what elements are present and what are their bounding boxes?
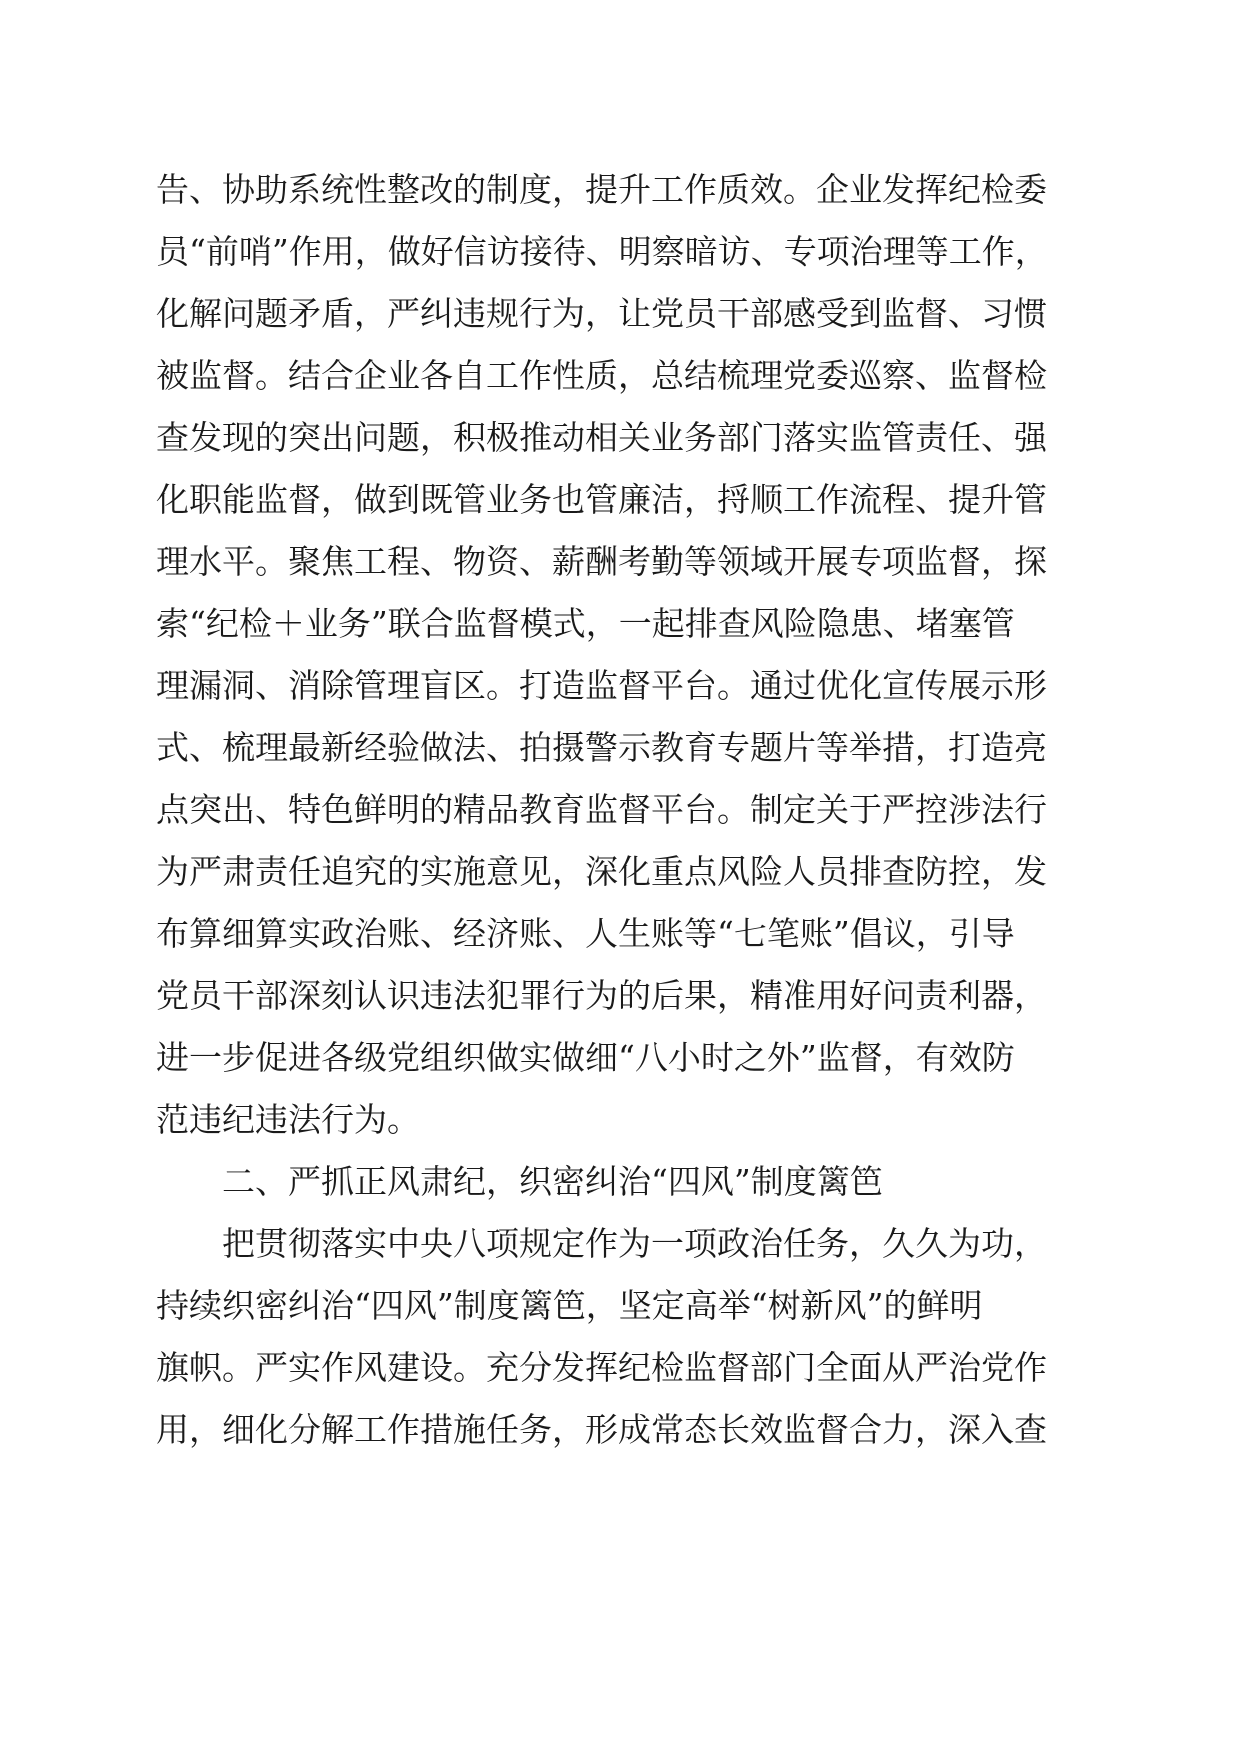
body-line: 查发现的突出问题，积极推动相关业务部门落实监管责任、强 — [156, 418, 1047, 457]
body-line: 索“纪检＋业务”联合监督模式，一起排查风险隐患、堵塞管 — [156, 604, 1015, 643]
body-line: 式、梳理最新经验做法、拍摄警示教育专题片等举措，打造亮 — [156, 728, 1047, 767]
body-line: 党员干部深刻认识违法犯罪行为的后果，精准用好问责利器， — [156, 976, 1047, 1015]
body-line: 理水平。聚焦工程、物资、薪酬考勤等领域开展专项监督，探 — [156, 542, 1047, 581]
body-line: 化职能监督，做到既管业务也管廉洁，捋顺工作流程、提升管 — [156, 480, 1047, 519]
body-line: 持续织密纠治“四风”制度篱笆，坚定高举“树新风”的鲜明 — [156, 1286, 983, 1325]
body-line: 为严肃责任追究的实施意见，深化重点风险人员排查防控，发 — [156, 852, 1047, 891]
body-line: 用，细化分解工作措施任务，形成常态长效监督合力，深入查 — [156, 1410, 1047, 1449]
body-line: 范违纪违法行为。 — [156, 1100, 420, 1139]
body-line: 理漏洞、消除管理盲区。打造监督平台。通过优化宣传展示形 — [156, 666, 1047, 705]
body-line: 被监督。结合企业各自工作性质，总结梳理党委巡察、监督检 — [156, 356, 1047, 395]
section-heading: 二、严抓正风肃纪，织密纠治“四风”制度篱笆 — [222, 1162, 883, 1201]
body-line: 员“前哨”作用，做好信访接待、明察暗访、专项治理等工作， — [156, 232, 1048, 271]
body-line: 旗帜。严实作风建设。充分发挥纪检监督部门全面从严治党作 — [156, 1348, 1047, 1387]
body-line: 把贯彻落实中央八项规定作为一项政治任务，久久为功， — [222, 1224, 1047, 1263]
body-line: 告、协助系统性整改的制度，提升工作质效。企业发挥纪检委 — [156, 170, 1047, 209]
body-line: 布算细算实政治账、经济账、人生账等“七笔账”倡议，引导 — [156, 914, 1015, 953]
body-line: 点突出、特色鲜明的精品教育监督平台。制定关于严控涉法行 — [156, 790, 1047, 829]
body-line: 进一步促进各级党组织做实做细“八小时之外”监督，有效防 — [156, 1038, 1015, 1077]
body-line: 化解问题矛盾，严纠违规行为，让党员干部感受到监督、习惯 — [156, 294, 1047, 333]
